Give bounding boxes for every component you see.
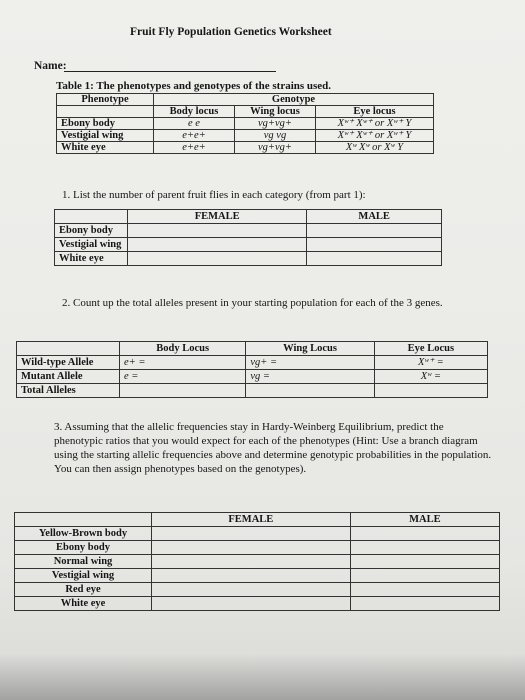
- phenotype-cell: Vestigial wing: [57, 130, 154, 142]
- table-row: [15, 527, 500, 541]
- body-locus-header: Body Locus: [120, 342, 246, 356]
- row-label: Red eye: [15, 583, 152, 597]
- table-row: [15, 583, 500, 597]
- phenotype-subheader-blank: [57, 106, 154, 118]
- female-header: FEMALE: [152, 513, 351, 527]
- corner-cell: [55, 210, 128, 224]
- table-row: [15, 597, 500, 611]
- male-ratio-cell[interactable]: [350, 541, 499, 555]
- phenotype-cell: White eye: [57, 142, 154, 154]
- male-ratio-cell[interactable]: [350, 569, 499, 583]
- table-row: [57, 118, 434, 130]
- row-label: Yellow-Brown body: [15, 527, 152, 541]
- row-label: Total Alleles: [17, 384, 120, 398]
- name-line: [64, 71, 276, 72]
- table-row: [55, 224, 442, 238]
- allele-count-table: [16, 341, 488, 398]
- female-ratio-cell[interactable]: [152, 527, 351, 541]
- table-row: [15, 555, 500, 569]
- wing-allele-cell[interactable]: [246, 384, 374, 398]
- parent-count-table: [54, 209, 442, 266]
- row-label: Vestigial wing: [55, 238, 128, 252]
- row-label: Wild-type Allele: [17, 356, 120, 370]
- female-count-cell[interactable]: [128, 238, 307, 252]
- female-count-cell[interactable]: [128, 224, 307, 238]
- table-row: [15, 541, 500, 555]
- corner-cell: [17, 342, 120, 356]
- eye-allele-cell[interactable]: [374, 384, 487, 398]
- body-allele-cell[interactable]: e+ =: [120, 356, 246, 370]
- wing-locus-header: Wing Locus: [246, 342, 374, 356]
- male-header: MALE: [350, 513, 499, 527]
- eye-locus-header: Eye locus: [316, 106, 434, 118]
- body-genotype-cell: e+e+: [154, 130, 235, 142]
- female-ratio-cell[interactable]: [152, 555, 351, 569]
- wing-genotype-cell: vg+vg+: [235, 118, 316, 130]
- male-ratio-cell[interactable]: [350, 597, 499, 611]
- genotype-header: Genotype: [154, 94, 434, 106]
- male-ratio-cell[interactable]: [350, 583, 499, 597]
- row-label: Vestigial wing: [15, 569, 152, 583]
- eye-locus-header: Eye Locus: [374, 342, 487, 356]
- table-row: [17, 370, 488, 384]
- table-row: [15, 569, 500, 583]
- eye-allele-cell[interactable]: Xʷ⁺ =: [374, 356, 487, 370]
- photo-shadow: [0, 654, 525, 700]
- male-count-cell[interactable]: [307, 224, 442, 238]
- wing-allele-cell[interactable]: vg+ =: [246, 356, 374, 370]
- row-label: Normal wing: [15, 555, 152, 569]
- male-ratio-cell[interactable]: [350, 527, 499, 541]
- table-row: [55, 238, 442, 252]
- row-label: White eye: [15, 597, 152, 611]
- male-count-cell[interactable]: [307, 238, 442, 252]
- phenotypic-ratio-table: [14, 512, 500, 611]
- table-row: [57, 142, 434, 154]
- phenotype-header: Phenotype: [57, 94, 154, 106]
- female-ratio-cell[interactable]: [152, 597, 351, 611]
- wing-allele-cell[interactable]: vg =: [246, 370, 374, 384]
- wing-genotype-cell: vg+vg+: [235, 142, 316, 154]
- table1-caption: Table 1: The phenotypes and genotypes of the strains used.: [56, 80, 332, 92]
- female-ratio-cell[interactable]: [152, 541, 351, 555]
- eye-genotype-cell: Xʷ⁺ Xʷ⁺ or Xʷ⁺ Y: [316, 130, 434, 142]
- eye-genotype-cell: Xʷ Xʷ or Xʷ Y: [316, 142, 434, 154]
- table-row: [17, 384, 488, 398]
- question-1-text: 1. List the number of parent fruit flies in each category (from part 1):: [62, 189, 366, 201]
- phenotype-cell: Ebony body: [57, 118, 154, 130]
- body-genotype-cell: e+e+: [154, 142, 235, 154]
- eye-allele-cell[interactable]: Xʷ =: [374, 370, 487, 384]
- female-ratio-cell[interactable]: [152, 583, 351, 597]
- male-count-cell[interactable]: [307, 252, 442, 266]
- wing-genotype-cell: vg vg: [235, 130, 316, 142]
- body-locus-header: Body locus: [154, 106, 235, 118]
- page-title: Fruit Fly Population Genetics Worksheet: [130, 26, 332, 38]
- row-label: Mutant Allele: [17, 370, 120, 384]
- table-row: [55, 252, 442, 266]
- question-2-text: 2. Count up the total alleles present in your starting population for each of the 3 genes.: [62, 297, 443, 309]
- eye-genotype-cell: Xʷ⁺ Xʷ⁺ or Xʷ⁺ Y: [316, 118, 434, 130]
- male-header: MALE: [307, 210, 442, 224]
- table-row: [57, 130, 434, 142]
- row-label: White eye: [55, 252, 128, 266]
- phenotype-genotype-table: [56, 93, 434, 154]
- female-count-cell[interactable]: [128, 252, 307, 266]
- row-label: Ebony body: [15, 541, 152, 555]
- question-3-text: 3. Assuming that the allelic frequencies stay in Hardy-Weinberg Equilibrium, predict the phenotypic ratios that you would expect for each of the phenotypes (Hint: Use a branch diagram using the starting allelic frequencies above and determine genotypic probabilities in the population. You can then assign phenotypes based on the genotypes).: [54, 421, 492, 475]
- corner-cell: [15, 513, 152, 527]
- row-label: Ebony body: [55, 224, 128, 238]
- name-label: Name:: [34, 60, 67, 72]
- female-ratio-cell[interactable]: [152, 569, 351, 583]
- male-ratio-cell[interactable]: [350, 555, 499, 569]
- body-genotype-cell: e e: [154, 118, 235, 130]
- wing-locus-header: Wing locus: [235, 106, 316, 118]
- female-header: FEMALE: [128, 210, 307, 224]
- body-allele-cell[interactable]: e =: [120, 370, 246, 384]
- table-row: [17, 356, 488, 370]
- body-allele-cell[interactable]: [120, 384, 246, 398]
